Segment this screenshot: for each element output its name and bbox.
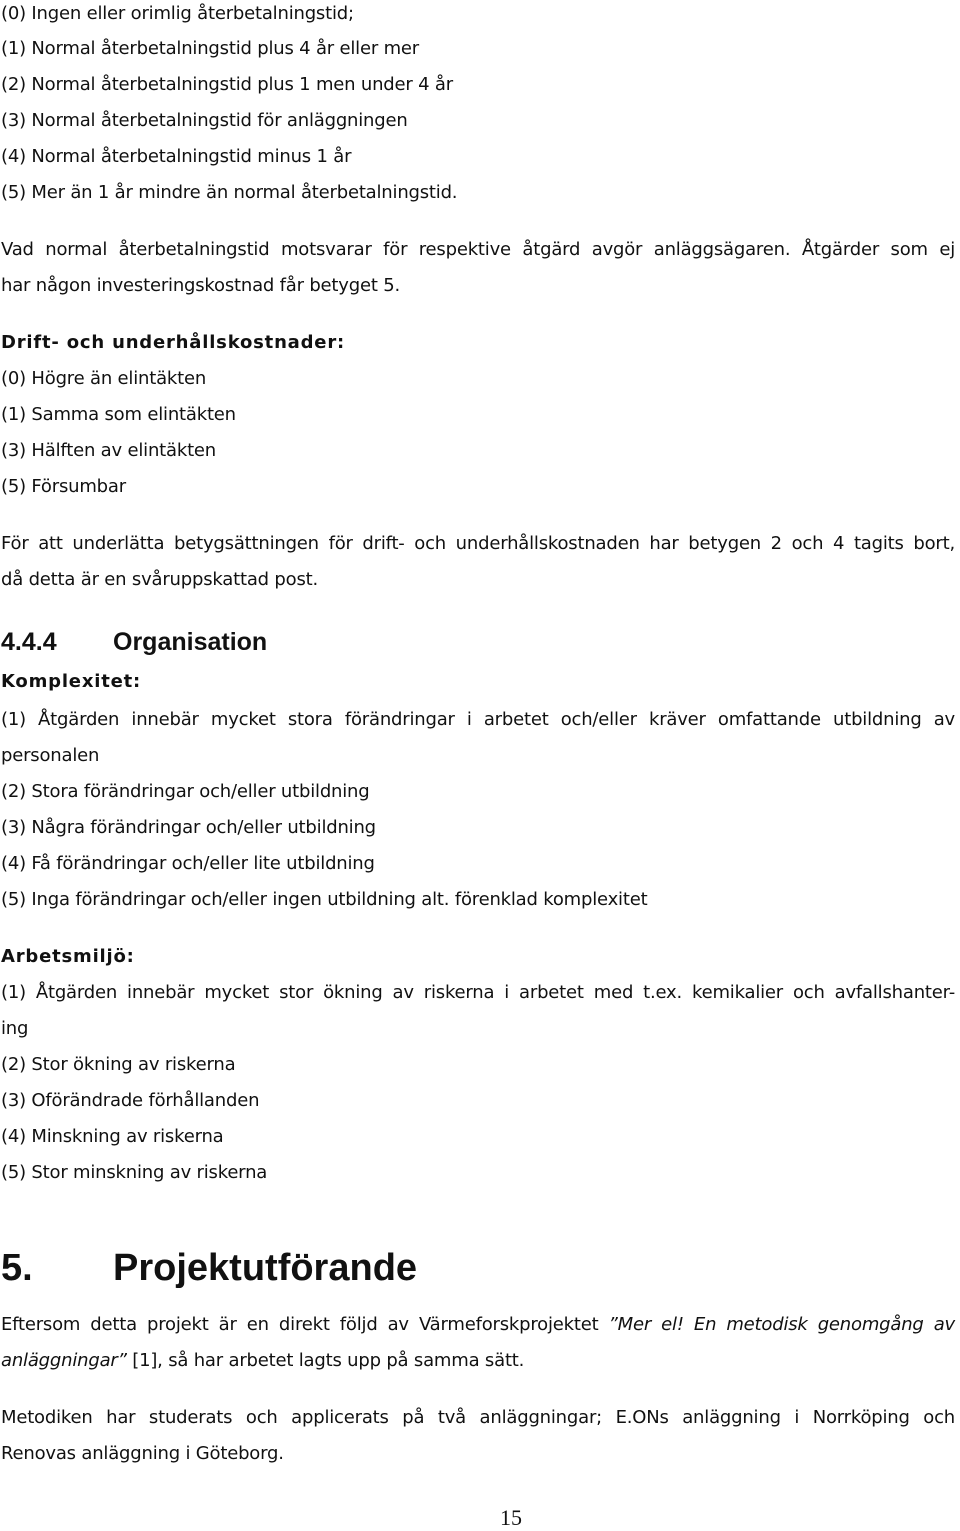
list-item: (4) Minskning av riskerna bbox=[1, 1126, 224, 1147]
criterion-heading: Arbetsmiljö: bbox=[1, 946, 135, 967]
list-item: (3) Oförändrade förhållanden bbox=[1, 1090, 260, 1111]
list-item: ing bbox=[1, 1018, 29, 1039]
list-item: (4) Normal återbetalningstid minus 1 år bbox=[1, 146, 352, 167]
list-item: (1) Samma som elintäkten bbox=[1, 404, 236, 425]
paragraph-line: Renovas anläggning i Göteborg. bbox=[1, 1443, 284, 1464]
criterion-heading: Komplexitet: bbox=[1, 671, 142, 692]
paragraph-line: Vad normal återbetalningstid motsvarar för respektive åtgärd avgör anläggsägaren. Åtgärder som ej bbox=[1, 239, 955, 260]
paragraph-text: [1], så har arbetet lagts upp på samma sätt. bbox=[126, 1350, 525, 1371]
section-heading bbox=[1, 627, 267, 657]
page-number: 15 bbox=[500, 1505, 522, 1530]
chapter-heading bbox=[1, 1246, 417, 1290]
list-item: (2) Stora förändringar och/eller utbildning bbox=[1, 781, 370, 802]
list-item: (3) Några förändringar och/eller utbildning bbox=[1, 817, 376, 838]
section-number: 4.4.4 bbox=[1, 628, 57, 656]
list-item: (2) Normal återbetalningstid plus 1 men under 4 år bbox=[1, 74, 453, 95]
paragraph-line: har någon investeringskostnad får betyget 5. bbox=[1, 275, 400, 296]
list-item: (5) Försumbar bbox=[1, 476, 126, 497]
report-title: ”Mer el! En metodisk genomgång av bbox=[608, 1314, 955, 1335]
list-item: (5) Inga förändringar och/eller ingen utbildning alt. förenklad komplexitet bbox=[1, 889, 648, 910]
paragraph-line bbox=[1, 1349, 524, 1373]
list-item: personalen bbox=[1, 745, 100, 766]
paragraph-text: Eftersom detta projekt är en direkt följd av Värmeforskprojektet bbox=[1, 1314, 609, 1335]
list-item: (5) Stor minskning av riskerna bbox=[1, 1162, 268, 1183]
paragraph-line: då detta är en svåruppskattad post. bbox=[1, 569, 319, 590]
list-item: (3) Hälften av elintäkten bbox=[1, 440, 217, 461]
list-item: (1) Åtgärden innebär mycket stor ökning av riskerna i arbetet med t.ex. kemikalier och avfallshanter- bbox=[1, 982, 955, 1003]
criterion-heading: Drift- och underhållskostnader: bbox=[1, 332, 345, 353]
paragraph-line: Metodiken har studerats och applicerats på två anläggningar; E.ONs anläggning i Norrköping och bbox=[1, 1407, 955, 1428]
chapter-title: Projektutförande bbox=[113, 1247, 418, 1289]
paragraph-line bbox=[1, 1313, 955, 1337]
list-item: (5) Mer än 1 år mindre än normal återbetalningstid. bbox=[1, 182, 458, 203]
paragraph-line: För att underlätta betygsättningen för drift- och underhållskostnaden har betygen 2 och 4 tagits bort, bbox=[1, 533, 955, 554]
list-item: (1) Normal återbetalningstid plus 4 år eller mer bbox=[1, 38, 419, 59]
list-item: (2) Stor ökning av riskerna bbox=[1, 1054, 236, 1075]
list-item: (0) Högre än elintäkten bbox=[1, 368, 207, 389]
list-item: (4) Få förändringar och/eller lite utbildning bbox=[1, 853, 375, 874]
list-item: (1) Åtgärden innebär mycket stora förändringar i arbetet och/eller kräver omfattande utbildning av bbox=[1, 709, 955, 730]
chapter-number: 5. bbox=[1, 1247, 33, 1289]
list-item: (0) Ingen eller orimlig återbetalningstid; bbox=[1, 3, 354, 24]
report-title: anläggningar” bbox=[1, 1350, 127, 1371]
list-item: (3) Normal återbetalningstid för anläggningen bbox=[1, 110, 408, 131]
section-title: Organisation bbox=[113, 628, 268, 656]
